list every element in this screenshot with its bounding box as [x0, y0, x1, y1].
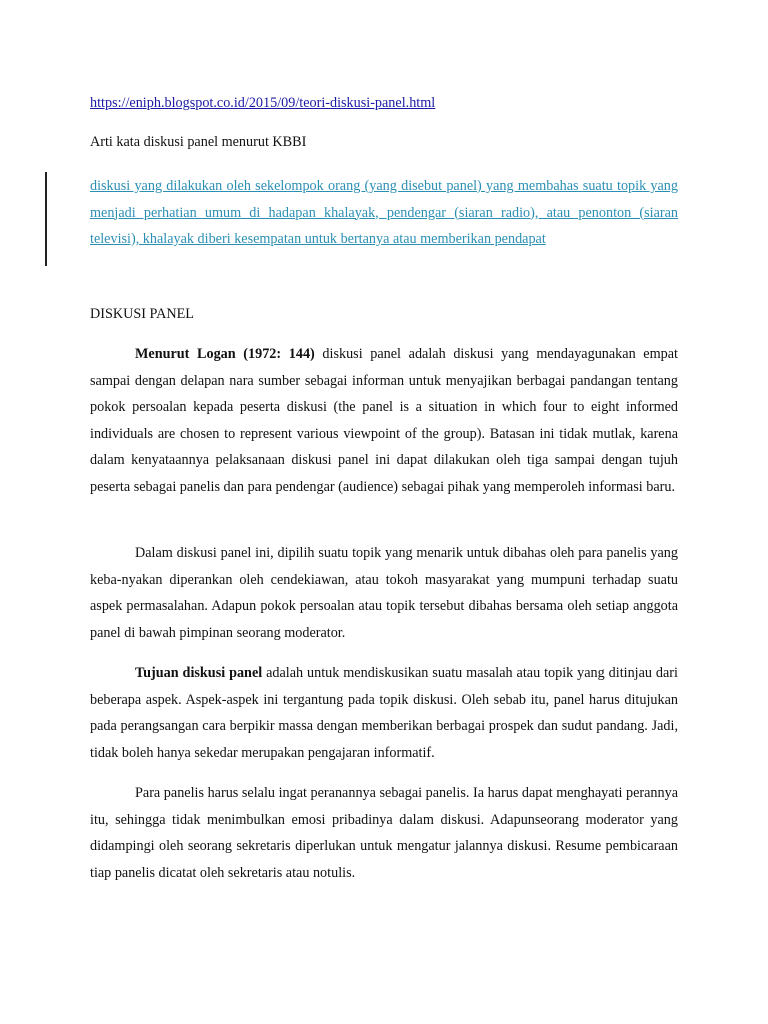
source-link[interactable]: https://eniph.blogspot.co.id/2015/09/teori-diskusi-panel.html — [90, 95, 436, 111]
kbbi-definition: diskusi yang dilakukan oleh sekelompok orang (yang disebut panel) yang membahas suatu topik yang menjadi perhatian umum di hadapan khalayak, pendengar (siaran radio), atau penonton (siaran televisi), khalayak diberi kesempatan untuk bertanya atau memberikan pendapat — [90, 178, 678, 247]
paragraph-topic-selection — [90, 540, 678, 646]
paragraph-text: adalah untuk mendiskusikan suatu masalah atau topik yang ditinjau dari beberapa aspek. Aspek-aspek ini tergantung pada topik diskusi. Oleh sebab itu, panel harus ditujukan pada perangsangan cara berpikir massa dengan memberikan berbagai prospek dan sudut pandang. Jadi, tidak boleh hanya sekedar merupakan pengajaran informatif. — [90, 665, 678, 761]
paragraph-text: Dalam diskusi panel ini, dipilih suatu topik yang menarik untuk dibahas oleh para panelis yang keba-nyakan diperankan oleh cendekiawan, atau tokoh masyarakat yang mumpuni terhadap suatu aspek permasalahan. Adapun pokok persoalan atau topik tersebut dibahas bersama oleh setiap anggota panel di bawah pimpinan seorang moderator. — [90, 545, 678, 641]
paragraph-lead: Menurut Logan (1972: 144) — [135, 346, 315, 362]
paragraph-lead: Tujuan diskusi panel — [135, 665, 263, 681]
paragraph-text: Para panelis harus selalu ingat peranannya sebagai panelis. Ia harus dapat menghayati perannya itu, sehingga tidak menimbulkan emosi pribadinya dalam diskusi. Adapunseorang moderator yang didampingi oleh seorang sekretaris diperlukan untuk mengatur jalannya diskusi. Resume pembicaraan tiap panelis dicatat oleh sekretaris atau notulis. — [90, 785, 678, 881]
kbbi-heading: Arti kata diskusi panel menurut KBBI — [90, 134, 307, 150]
paragraph-panelist-role — [90, 780, 678, 886]
revision-change-bar — [45, 172, 47, 266]
paragraph-logan — [90, 341, 678, 500]
section-title: DISKUSI PANEL — [90, 306, 194, 322]
paragraph-purpose — [90, 660, 678, 766]
paragraph-text: diskusi panel adalah diskusi yang mendayagunakan empat sampai dengan delapan nara sumber sebagai informan untuk menyajikan berbagai pandangan tentang pokok persoalan kepada peserta diskusi (the panel is a situation in which four to eight informed individuals are chosen to represent various viewpoint of the group). Batasan ini tidak mutlak, karena dalam kenyataannya pelaksanaan diskusi panel ini dapat dilakukan oleh tiga sampai dengan tujuh peserta sebagai panelis dan para pendengar (audience) sebagai pihak yang memperoleh informasi baru. — [90, 346, 678, 495]
